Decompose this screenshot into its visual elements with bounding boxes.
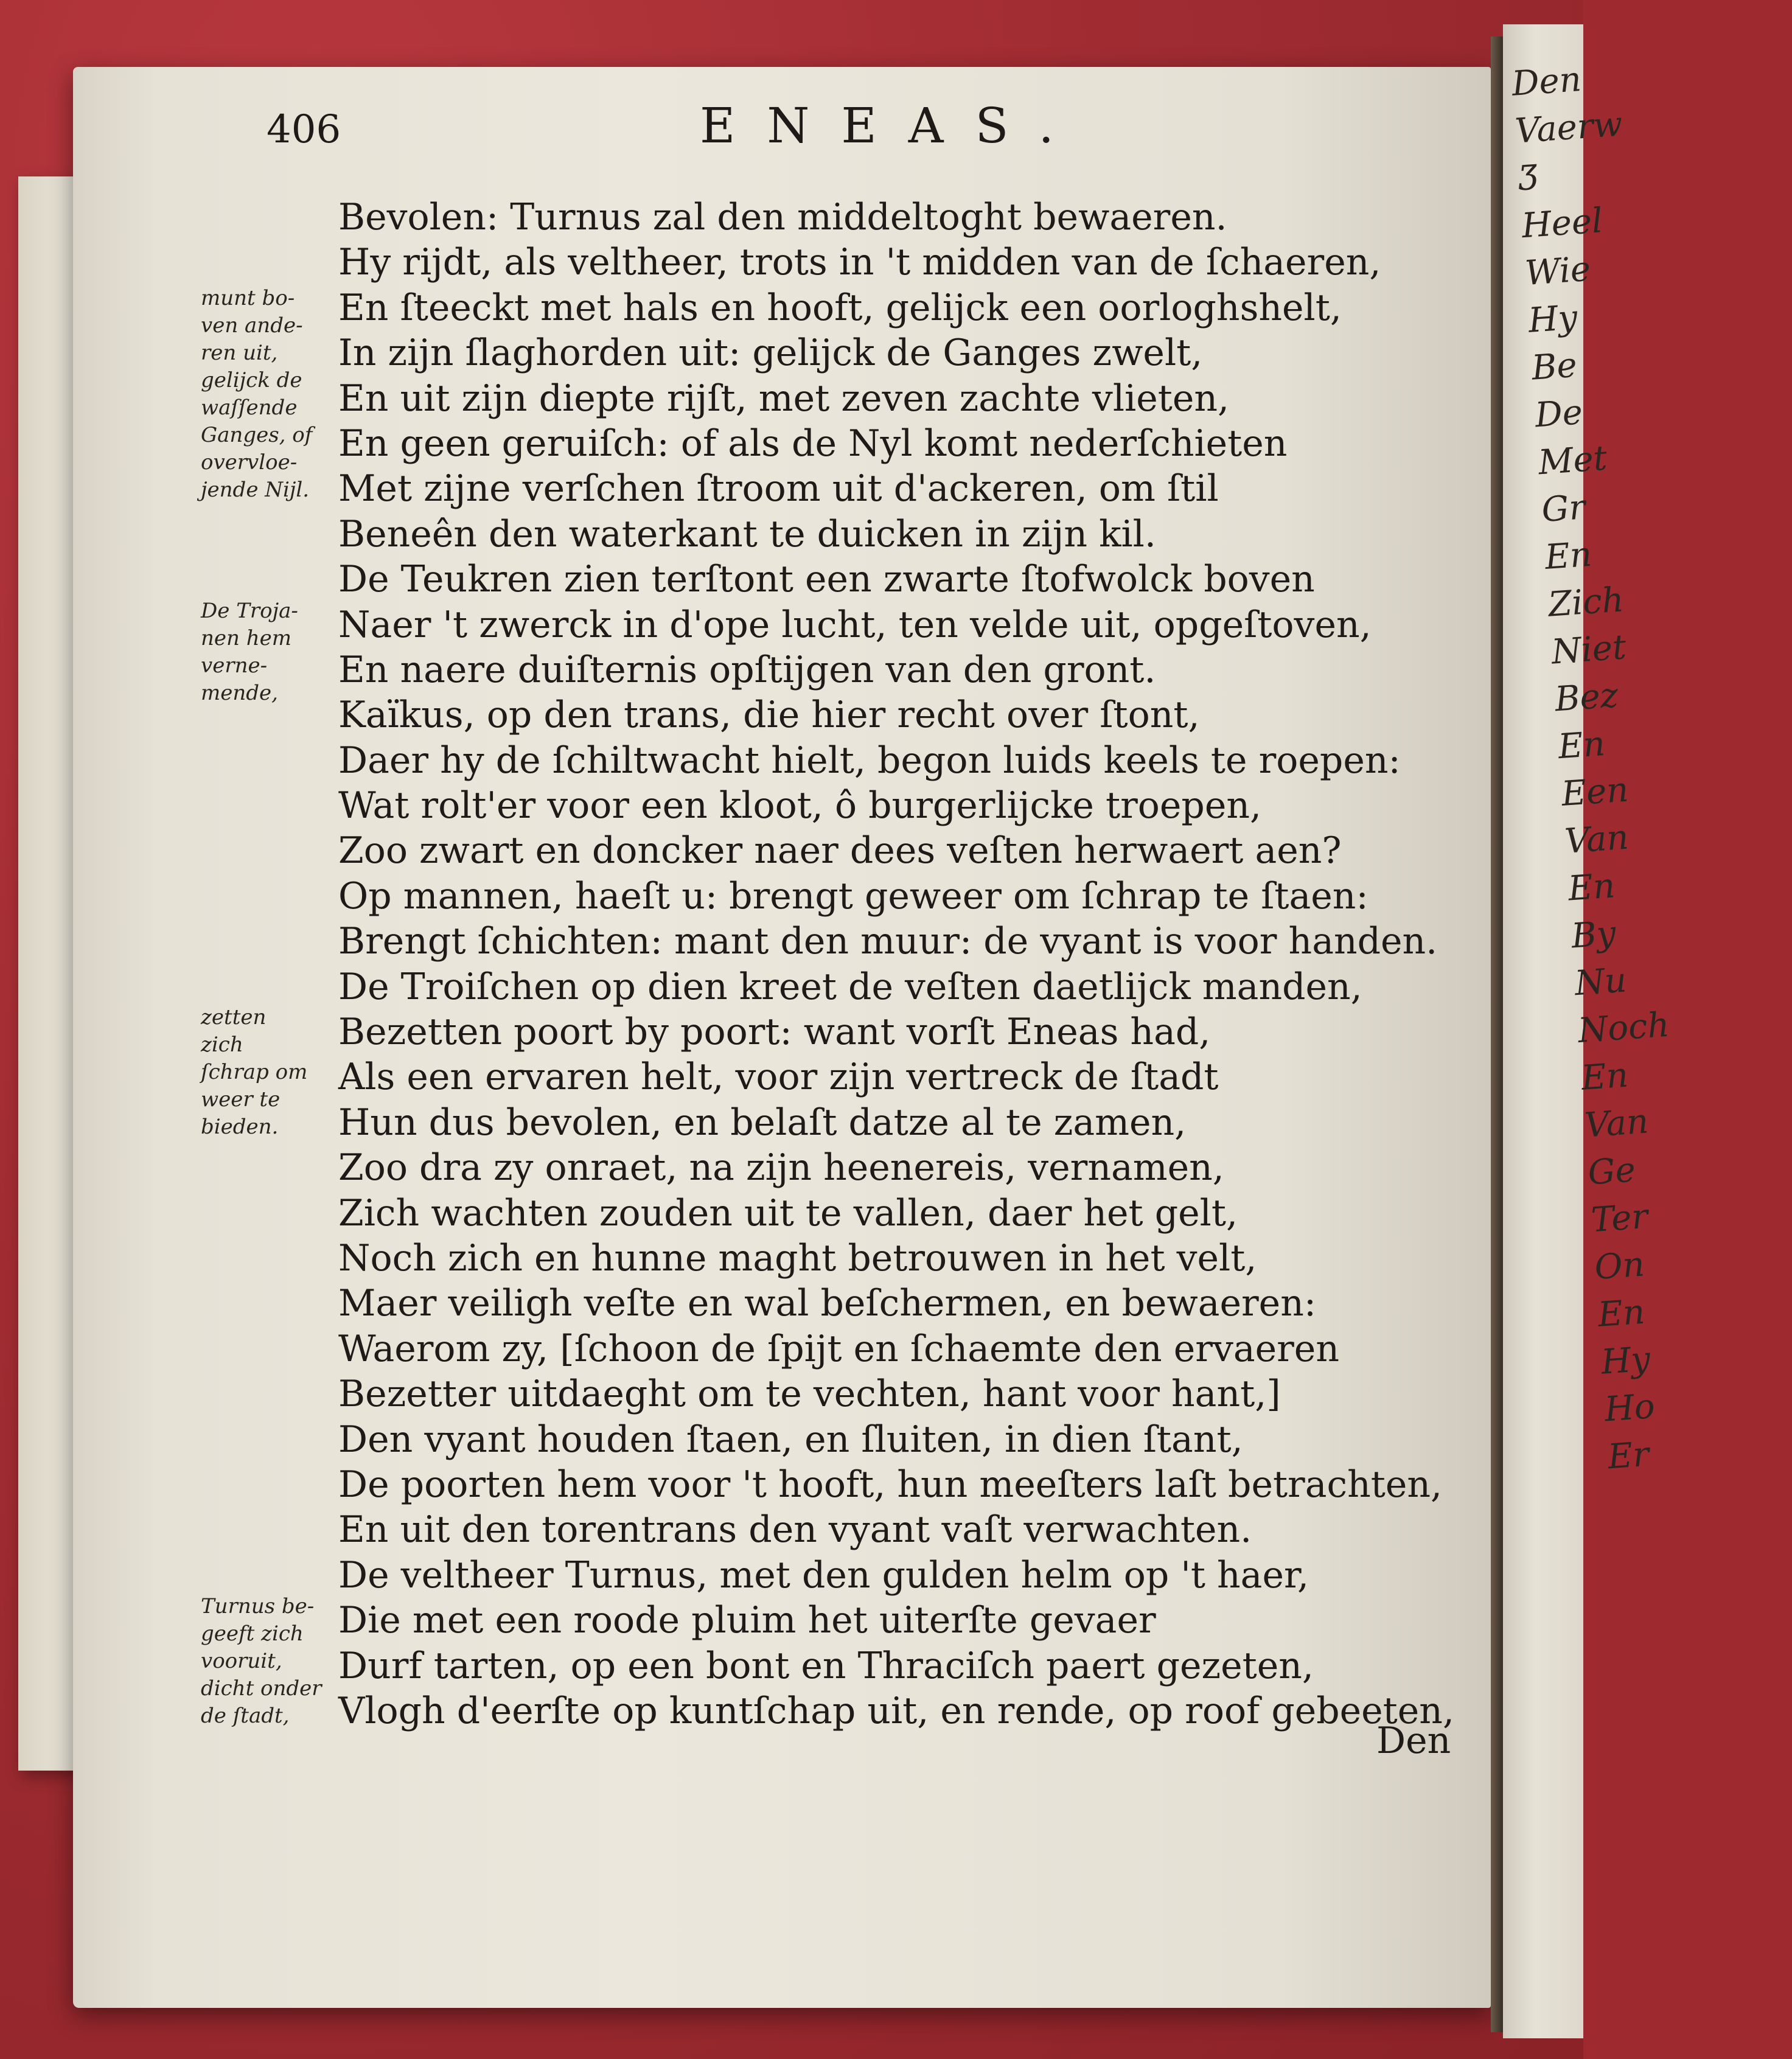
- margin-note-line: de ſtadt,: [201, 1704, 290, 1728]
- facing-page-fragment: Wie: [1524, 249, 1592, 294]
- margin-note-line: ſchrap om: [201, 1060, 308, 1084]
- margin-note-line: verne-: [201, 653, 268, 678]
- facing-page-fragment: Den: [1510, 60, 1583, 104]
- verse-line: En ſteeckt met hals en hooft, gelijck een oorloghshelt,: [338, 286, 1342, 329]
- facing-page-fragment: Hy: [1600, 1339, 1652, 1382]
- facing-page-fragment: Met: [1536, 438, 1609, 483]
- margin-note-line: weer te: [201, 1087, 281, 1112]
- margin-note-line: nen hem: [201, 626, 291, 650]
- margin-note-turnus: [201, 1593, 347, 1730]
- margin-note-line: ren uit,: [201, 341, 278, 365]
- facing-page-fragment: Ho: [1603, 1386, 1656, 1430]
- verse-line: Zoo zwart en doncker naer dees veſten herwaert aen?: [338, 829, 1342, 873]
- facing-page-fragment: Ter: [1590, 1196, 1650, 1241]
- verse-line: Hy rijdt, als veltheer, trots in 't midden van de ſchaeren,: [338, 241, 1381, 284]
- margin-note-line: overvloe-: [201, 450, 298, 475]
- facing-page-fragment: Van: [1583, 1101, 1650, 1146]
- verse-line: Beneên den waterkant te duicken in zijn kil.: [338, 512, 1156, 556]
- facing-page-fragment: Noch: [1577, 1005, 1671, 1051]
- margin-note-line: vooruit,: [201, 1649, 282, 1673]
- verse-line: Brengt ſchichten: mant den muur: de vyant is voor handen.: [338, 920, 1438, 963]
- verse-line: Zoo dra zy onraet, na zijn heenereis, vernamen,: [338, 1146, 1224, 1190]
- facing-page-fragment: Vaerw: [1513, 104, 1624, 152]
- facing-page-fragment: Nu: [1573, 960, 1628, 1004]
- margin-note-line: zich: [201, 1033, 243, 1057]
- facing-page-fragment: En: [1580, 1055, 1630, 1098]
- verse-line: De poorten hem voor 't hooft, hun meeſters laſt betrachten,: [338, 1463, 1443, 1506]
- verse-line: Als een ervaren helt, voor zijn vertreck de ſtadt: [338, 1056, 1219, 1099]
- facing-page-fragment: Be: [1530, 345, 1578, 388]
- margin-note-line: Ganges, of: [201, 423, 313, 447]
- running-title: ENEAS.: [700, 97, 1086, 154]
- verse-line: Op mannen, haeſt u: brengt geweer om ſchrap te ſtaen:: [338, 874, 1368, 918]
- verse-line: De Troiſchen op dien kreet de veſten daetlijck manden,: [338, 965, 1362, 1008]
- verse-line: Den vyant houden ſtaen, en ſluiten, in dien ſtant,: [338, 1418, 1243, 1461]
- verse-line: Noch zich en hunne maght betrouwen in het velt,: [338, 1236, 1257, 1280]
- verse-line: Hun dus bevolen, en belaſt datze al te zamen,: [338, 1101, 1187, 1144]
- facing-page-fragment: Hy: [1527, 298, 1579, 341]
- facing-page-fragment: Van: [1563, 817, 1630, 862]
- facing-page-fragment: En: [1596, 1292, 1647, 1335]
- verse-line: Kaïkus, op den trans, die hier recht over ſtont,: [338, 694, 1200, 737]
- verse-line: Vlogh d'eerſte op kuntſchap uit, en rende, op roof gebeeten,: [338, 1689, 1455, 1732]
- margin-note-trojanen: [201, 597, 347, 707]
- margin-note-line: bieden.: [201, 1115, 279, 1139]
- facing-page-fragment: On: [1593, 1244, 1646, 1288]
- margin-note-line: waſſende: [201, 395, 298, 420]
- verse-line: Met zijne verſchen ſtroom uit d'ackeren, om ſtil: [338, 467, 1219, 510]
- verse-line: En uit zijn diepte rijſt, met zeven zachte vlieten,: [338, 377, 1230, 420]
- catchword: Den: [1376, 1719, 1451, 1762]
- verse-line: Bevolen: Turnus zal den middeltoght bewaeren.: [338, 196, 1227, 239]
- margin-note-zetten-zich: [201, 1004, 347, 1141]
- facing-page-fragment: By: [1570, 913, 1617, 956]
- margin-note-line: Turnus be-: [201, 1594, 315, 1618]
- facing-page-fragment: Bez: [1553, 675, 1620, 720]
- page-number: 406: [267, 107, 341, 152]
- facing-page-fragment: Er: [1606, 1434, 1651, 1477]
- verse-line: En geen geruiſch: of als de Nyl komt nederſchieten: [338, 422, 1288, 465]
- verse-line: En uit den torentrans den vyant vaſt verwachten.: [338, 1508, 1252, 1552]
- margin-note-line: jende Nijl.: [201, 478, 310, 502]
- verse-line: De veltheer Turnus, met den gulden helm op 't haer,: [338, 1553, 1309, 1597]
- margin-note-line: gelijck de: [201, 368, 302, 392]
- facing-page-text: [1510, 48, 1791, 1481]
- verse-line: Maer veiligh veſte en wal beſchermen, en bewaeren:: [338, 1282, 1317, 1325]
- margin-note-line: dicht onder: [201, 1676, 322, 1701]
- facing-page-fragment: De: [1533, 392, 1584, 436]
- facing-page-fragment: Ʒ: [1517, 158, 1539, 199]
- verse-line: Waerom zy, [ſchoon de ſpijt en ſchaemte den ervaeren: [338, 1327, 1339, 1370]
- verse-line: Bezetter uitdaeght om te vechten, hant voor hant,]: [338, 1373, 1281, 1416]
- verse-line: Daer hy de ſchiltwacht hielt, begon luids keels te roepen:: [338, 739, 1401, 782]
- verse-line: Naer 't zwerck in d'ope lucht, ten velde uit, opgeſtoven,: [338, 603, 1372, 646]
- verse-line: In zijn ſlaghorden uit: gelijck de Ganges zwelt,: [338, 332, 1203, 375]
- facing-page-fragment: Heel: [1520, 201, 1604, 246]
- facing-page-fragment: Zich: [1547, 580, 1625, 625]
- verse-line: Bezetten poort by poort: want vorſt Eneas had,: [338, 1011, 1211, 1054]
- verse-line: Zich wachten zouden uit te vallen, daer het gelt,: [338, 1191, 1238, 1235]
- facing-page-fragment: Gr: [1540, 487, 1587, 531]
- facing-page-fragment: En: [1557, 723, 1606, 767]
- verse-line: Wat rolt'er voor een kloot, ô burgerlijcke troepen,: [338, 784, 1262, 827]
- margin-note-line: zetten: [201, 1005, 267, 1030]
- verse-line: De Teukren zien terſtont een zwarte ſtofwolck boven: [338, 558, 1315, 601]
- verse-line: Durf tarten, op een bont en Thraciſch paert gezeten,: [338, 1644, 1314, 1687]
- facing-page-fragment: Niet: [1550, 627, 1628, 672]
- facing-page-fragment: En: [1566, 866, 1617, 909]
- verse-text: [338, 195, 1464, 1733]
- margin-note-line: munt bo-: [201, 286, 295, 310]
- facing-page-fragment: En: [1543, 534, 1594, 577]
- facing-page-fragment: Ge: [1586, 1150, 1637, 1193]
- facing-page: [1503, 24, 1671, 2038]
- margin-note-munt-boven: [201, 285, 347, 504]
- margin-note-line: De Troja-: [201, 599, 298, 623]
- verse-line: Die met een roode pluim het uiterſte gevaer: [338, 1599, 1156, 1642]
- margin-note-line: geeft zich: [201, 1622, 304, 1646]
- margin-note-line: ven ande-: [201, 313, 303, 338]
- verse-line: En naere duiſternis opſtijgen van den gront.: [338, 648, 1156, 691]
- facing-page-fragment: Een: [1560, 770, 1630, 814]
- margin-note-line: mende,: [201, 681, 278, 705]
